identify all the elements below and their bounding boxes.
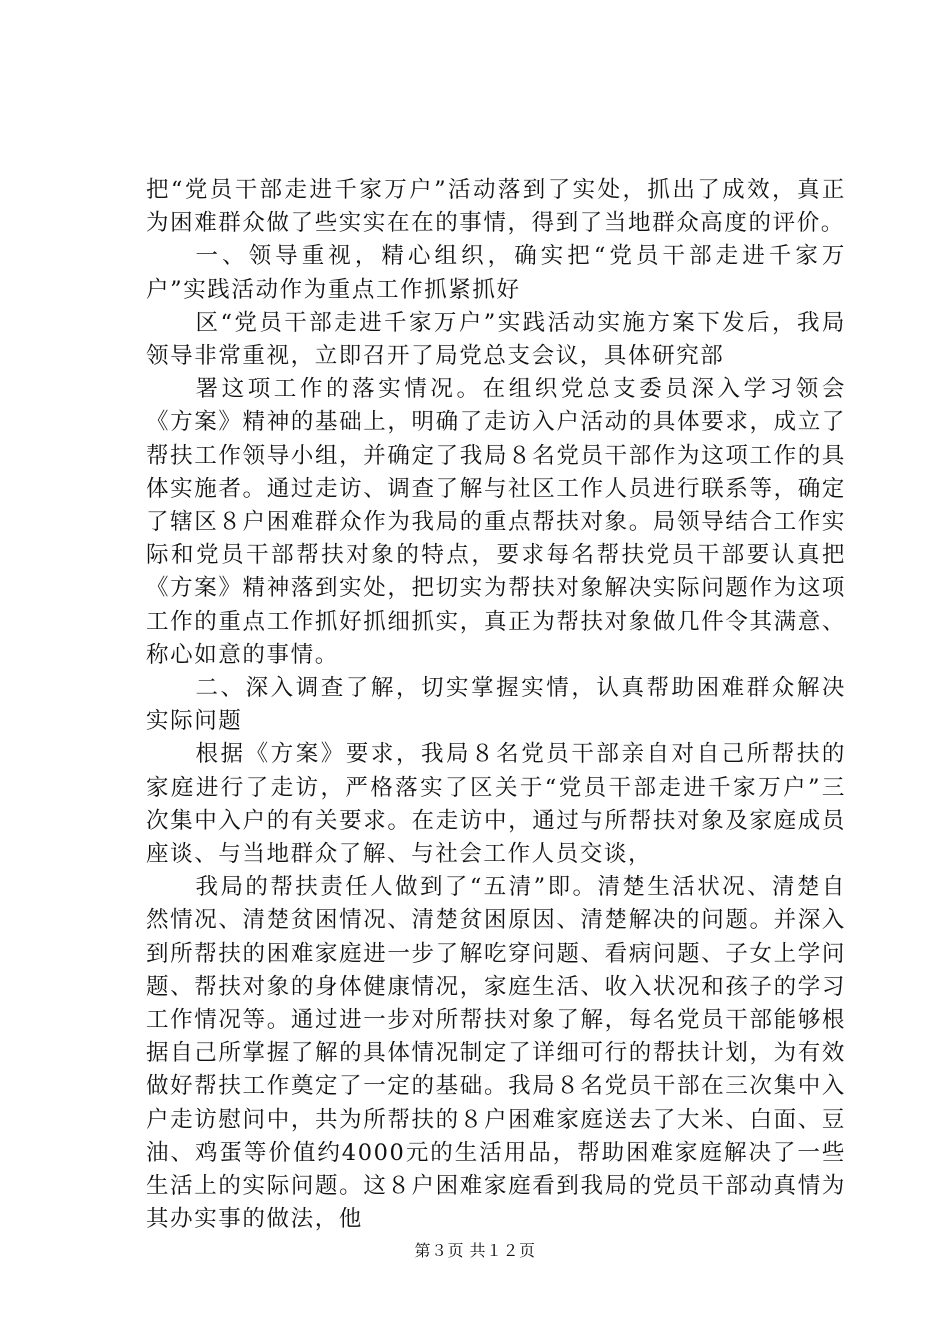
paragraph: 区“党员干部走进千家万户”实践活动实施方案下发后，我局领导非常重视，立即召开了局党总支会议，具体研究部 [146, 309, 846, 370]
section-heading-1: 一、领导重视，精心组织，确实把“党员干部走进千家万户”实践活动作为重点工作抓紧抓好 [146, 243, 846, 303]
paragraph: 署这项工作的落实情况。在组织党总支委员深入学习领会《方案》精神的基础上，明确了走访入户活动的具体要求，成立了帮扶工作领导小组，并确定了我局８名党员干部作为这项工作的具体实施者。通过走访、调查了解与社区工作人员进行联系等，确定了辖区８户困难群众作为我局的重点帮扶对象。局领导结合工作实际和党员干部帮扶对象的特点，要求每名帮扶党员干部要认真把《方案》精神落到实处，把切实为帮扶对象解决实际问题作为这项工作的重点工作抓好抓细抓实，真正为帮扶对象做几件令其满意、称心如意的事情。 [146, 376, 846, 668]
paragraph-continuation: 把“党员干部走进千家万户”活动落到了实处，抓出了成效，真正为困难群众做了些实实在在的事情，得到了当地群众高度的评价。 [146, 177, 846, 237]
paragraph: 根据《方案》要求，我局８名党员干部亲自对自己所帮扶的家庭进行了走访，严格落实了区关于“党员干部走进千家万户”三次集中入户的有关要求。在走访中，通过与所帮扶对象及家庭成员座谈、与当地群众了解、与社会工作人员交谈， [146, 741, 846, 868]
paragraph: 我局的帮扶责任人做到了“五清”即。清楚生活状况、清楚自然情况、清楚贫困情况、清楚贫困原因、清楚解决的问题。并深入到所帮扶的困难家庭进一步了解吃穿问题、看病问题、子女上学问题、帮扶对象的身体健康情况，家庭生活、收入状况和孩子的学习工作情况等。通过进一步对所帮扶对象了解，每名党员干部能够根据自己所掌握了解的具体情况制定了详细可行的帮扶计划，为有效做好帮扶工作奠定了一定的基础。我局８名党员干部在三次集中入户走访慰问中，共为所帮扶的８户困难家庭送去了大米、白面、豆油、鸡蛋等价值约4000元的生活用品，帮助困难家庭解决了一些生活上的实际问题。这８户困难家庭看到我局的党员干部动真情为其办实事的做法，他 [146, 874, 846, 1233]
document-body [146, 174, 846, 1237]
section-heading-2: 二、深入调查了解，切实掌握实情，认真帮助困难群众解决实际问题 [146, 675, 846, 735]
page-footer: 第３页 共１２页 [414, 1241, 536, 1260]
